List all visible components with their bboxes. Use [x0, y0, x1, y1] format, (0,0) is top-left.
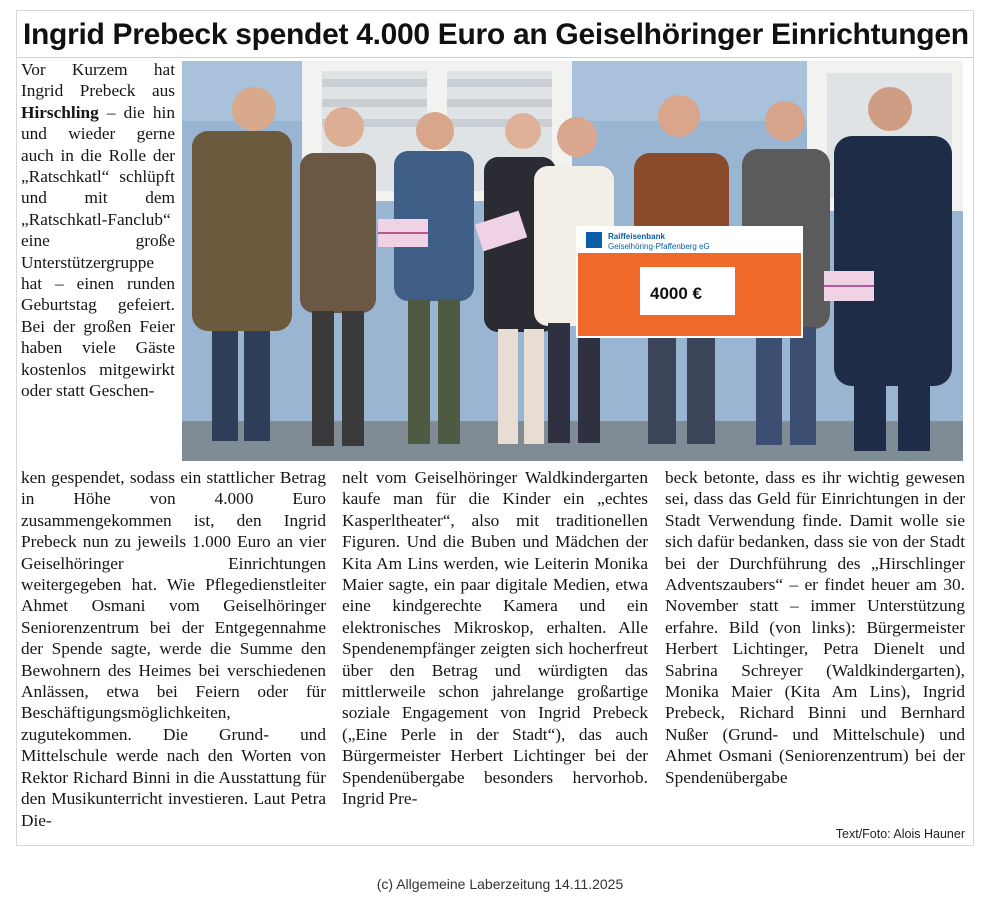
bank-branch: Geiselhöring-Pfaffenberg eG	[608, 242, 710, 251]
place-name: Hirschling	[21, 102, 99, 122]
bank-name: Raiffeisenbank	[608, 232, 665, 241]
intro-text-start: Vor Kurzem hat Ingrid Prebeck aus	[21, 60, 175, 101]
intro-text-rest: – die hin und wieder gerne auch in die Rolle der „Ratschkatl“ schlüpft und mit dem „Ratschkatl-Fanclub“ eine große Unterstützergruppe hat – einen runden Geburtstag gefeiert. Bei der großen Feier haben viele Gäste kostenlos mitgewirkt oder statt Geschen-	[21, 102, 175, 401]
headline-rule	[17, 57, 973, 58]
copyright-footer: (c) Allgemeine Laberzeitung 14.11.2025	[376, 876, 624, 892]
article-intro	[21, 59, 175, 402]
article-column-3: beck betonte, dass es ihr wichtig gewesen sei, dass das Geld für Einrichtungen in der Stadt Verwendung finde. Damit wolle sie sich dafür bedanken, dass sie von der Stadt bei der Durchführung des „Hirschlinger Adventszaubers“ – er findet heuer am 30. November statt – immer Unterstützung erfahre. Bild (von links): Bürgermeister Herbert Lichtinger, Petra Dienelt und Sabrina Schreyer (Waldkindergarten), Monika Maier (Kita Am Lins), Ingrid Prebeck, Richard Binni und Bernhard Nußer (Grund- und Mittelschule) und Ahmet Osmani (Seniorenzentrum) bei der Spendenübergabe	[665, 468, 965, 787]
article-column-2: nelt vom Geiselhöringer Waldkindergarten kaufe man für die Kinder ein „echtes Kasperltheater“, also mit traditionellen Figuren. Und die Buben und Mädchen der Kita Am Lins werden, wie Leiterin Monika Maier sagte, ein paar digitale Medien, etwa eine kindgerechte Kamera und ein elektronisches Mikroskop, erhalten. Alle Spendenempfänger zeigten sich hocherfreut über den Betrag und würdigten das mittlerweile schon jahrelange großartige soziale Engagement von Ingrid Prebeck („Eine Perle in der Stadt“), das auch Bürgermeister Herbert Lichtinger bei der Spendenübergabe besonders hervorhob. Ingrid Pre-	[342, 468, 648, 809]
headline: Ingrid Prebeck spendet 4.000 Euro an Geiselhöringer Einrichtungen	[23, 18, 969, 51]
check-amount: 4000 €	[650, 284, 702, 303]
newspaper-clipping	[16, 10, 974, 846]
photo-credit: Text/Foto: Alois Hauner	[835, 827, 965, 841]
group-photo	[182, 61, 963, 461]
article-column-1: ken gespendet, sodass ein stattlicher Betrag in Höhe von 4.000 Euro zusammengekommen ist, den Ingrid Prebeck nun zu jeweils 1.000 Euro an vier Geiselhöringer Einrichtungen weitergegeben hat. Wie Pflegedienstleiter Ahmet Osmani vom Geiselhöringer Seniorenzentrum bei der Entgegennahme der Spende sagte, werde die Summe den Bewohnern des Heimes bei verschiedenen Anlässen, etwa bei Feiern oder für Beschäftigungsmöglichkeiten, zugutekommen. Die Grund- und Mittelschule werde nach den Worten von Rektor Richard Binni in die Ausstattung für den Musikunterricht investieren. Laut Petra Die-	[21, 468, 326, 830]
